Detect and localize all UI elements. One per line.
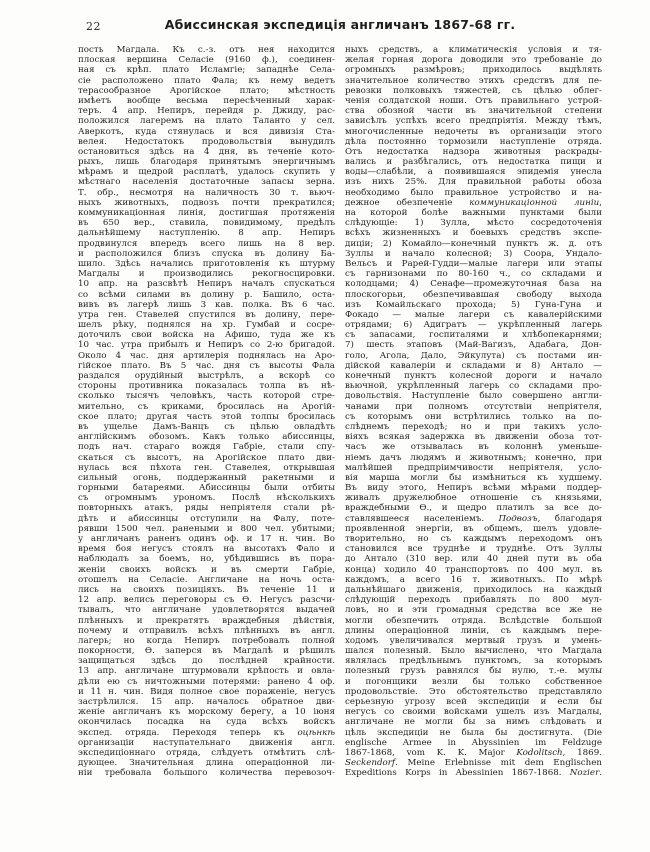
text-line: плоскогорьи, обезпечивавшая свободу выхода [345,289,602,300]
text-line: и погонщики везли бы только собственное [345,676,602,687]
text-line: продовольствіе. Это обстоятельство представляло [345,686,602,697]
text-line: женіи своихъ войскъ и въ смерти Габріе, [78,564,335,575]
text-line: являлась предѣльнымъ пунктомъ, за которымъ [345,656,602,667]
text-line: покорности, Ѳ. заперся въ Магдалѣ и рѣшилъ [78,646,335,657]
text-line: шался полезный. Было вычислено, что Магдала [345,646,602,657]
text-line: изъ нихъ 25%. Для правильной работы обоза [345,177,602,188]
text-line: велея. Недостатокъ продовольствія вынудилъ [78,136,335,147]
text-line: подъ нач. стараго вождя Габріе, стали спу- [78,442,335,453]
text-line: ченія солдатской ноши. Отъ правильнаго устрой- [345,95,602,106]
text-line: ходомъ увеличивался мертвый грузъ и умень- [345,635,602,646]
text-line: горными батареями. Абиссинцы были отбиты [78,483,335,494]
text-line: мительно, съ криками, бросилась на Арогій- [78,401,335,412]
text-line: терасообразное Арогійское плато; мѣстность [78,85,335,96]
text-line: ніемъ дачъ людямъ и животнымъ; конечно, при [345,452,602,463]
text-line: шелъ рѣку, поднялся на хр. Гумбай и сосре- [78,320,335,331]
text-line: диціи; 2) Комайло—конечный пунктъ ж. д. отъ [345,238,602,249]
text-line: Отъ недостатка надзора животныя раскрады- [345,146,602,157]
text-line: 10 апр. на разсвѣтѣ Непиръ началъ спускаться [78,279,335,290]
text-line: 7) шесть этаповъ (Май-Вагизъ, Адабага, Дон- [345,340,602,351]
text-line: всѣхъ жизненныхъ и боевыхъ средствъ экспе- [345,228,602,239]
text-line: лись на своихъ позиціяхъ. Въ теченіе 11 и [78,584,335,595]
text-column-right [345,45,602,779]
text-line: мѣстнаго населенія достаточные запасы зерна. [78,177,335,188]
text-line: полезный грузъ равнялся бы нулю, т.-е. мулы [345,666,602,677]
text-line: дѣли ею съ ничтожными потерями: ранено 4 оф. [78,676,335,687]
text-line: отрядами; 6) Адигратъ — укрѣпленный лагерь [345,320,602,331]
text-line: Въ виду этого, Непиръ всѣми мѣрами поддер- [345,483,602,494]
text-line: нулась вся пѣхота ген. Ставелея, открывшая [78,462,335,473]
text-line: слѣднемъ переходѣ; но и при такихъ усло- [345,421,602,432]
text-line: съ которымъ они встрѣтились только на по- [345,411,602,422]
text-line: вались и разбѣгались, отъ недостатка пищи и [345,157,602,168]
text-line: дальнѣйшему наступленію. 8 апр. Непиръ [78,228,335,239]
text-line: ставлявшееся населеніемъ. Подвозъ, благодаря [345,513,602,524]
text-line: остановиться здѣсь на 4 дня, въ теченіе кото- [78,146,335,157]
text-line: на которой болѣе важными пунктами были [345,208,602,218]
text-line: конца) ходило 40 транспортовъ по 400 мул. въ [345,564,602,575]
text-line: колодцами; 4) Сенафе—промежуточная база на [345,279,602,290]
text-line: englische Armee in Abyssinien im Feldzuge [345,737,602,748]
text-columns [78,45,602,779]
text-line: мѣрамъ и щедрой расплатѣ, удалось скупить у [78,167,335,178]
text-line: Expeditions Korps in Abessinien 1867-1868. Nozier. [345,768,602,779]
text-line: въ ущелье Дамъ-Ванцъ съ цѣлью овладѣть [78,421,335,432]
text-line: Seckendorf. Meine Erlebnisse mit dem Englischen [345,758,602,769]
text-line: цѣль экспедиціи не была бы достигнута. (Die [345,727,602,738]
text-line: имѣетъ вообще весьма пересѣченный харак- [78,95,335,106]
text-line: віяхъ всякая задержка въ движеніи обоза тот- [345,432,602,443]
text-line: Магдалы и производились рекогносцировки. [78,269,335,280]
text-line: почему и отправилъ всѣхъ плѣнныхъ въ англ. [78,625,335,636]
text-line: экспедиціоннаго отряда, слѣдуетъ отмѣтить слѣ- [78,747,335,758]
text-line: вьючной, укрѣпленный лагерь со складами про- [345,381,602,392]
text-line: плѣнныхъ и прекратятъ враждебныя дѣйствія, [78,615,335,626]
text-line: вивъ въ лагерѣ лишь 3 кав. полка. Въ 6 час. [78,299,335,310]
text-line: Т. обр., несмотря на наличность 30 т. вьюч- [78,187,335,198]
text-line: стороны противника показалась толпа въ нѣ- [78,381,335,392]
text-line: съ запасами, госпиталями и хлѣбопекарнями; [345,330,602,341]
text-line: слѣдующій переходъ прибавлять по 800 мул- [345,595,602,606]
text-line: Аверкотъ, куда стянулась и вся дивизія Ста- [78,126,335,137]
article-title: Абиссинская экспедиція англичанъ 1867-68 гг. [164,17,516,32]
text-line: Около 4 час. дня артилерія поднялась на Аро- [78,350,335,361]
text-line: часъ же отзывалась въ колоннѣ уменьше- [345,442,602,453]
text-line: Вельсъ и Рарей-Гудди—малые лагери или этапы [345,258,602,269]
text-line: раздался орудійный выстрѣлъ, а вскорѣ со [78,371,335,381]
text-line: защищаться здѣсь до послѣдней крайности. [78,656,335,667]
text-line: воды—слабѣли, а появившаяся эпидемія унесла [345,167,602,178]
text-line: съ гарнизонами по 80-160 ч., со складами и [345,269,602,280]
text-line: и расположился близъ спуска въ долину Ба- [78,248,335,259]
text-line: желая горная дорога доводили это требованіе до [345,55,602,66]
text-line: малѣйшей предпріимчивости непріятеля, усло- [345,462,602,473]
text-line: повторныхъ атакъ, ряды непріятеля стали рѣ- [78,503,335,514]
text-line: коммуникаціонная линія, достигшая протяженія [78,208,335,218]
text-line: Фокадо — малые лагери съ кавалерійскими [345,309,602,320]
page-number: 22 [86,20,101,33]
text-line: въ 650 вер., ставила, повидимому, предѣлъ [78,218,335,229]
text-line: отошелъ на Селасіе. Англичане на ночь оста- [78,574,335,585]
text-line: слѣдующіе: 1) Зулла, мѣсто сосредоточенія [345,218,602,229]
text-line: англичане не могли бы за нимъ слѣдовать и [345,717,602,728]
text-line: застрѣлился. 15 апр. началось обратное дви- [78,697,335,707]
text-line: время боя негусъ стоялъ на высотахъ Фало и [78,544,335,555]
text-line: ревозки полковыхъ тяжестей, съ цѣлью облег- [345,85,602,96]
text-line: продвинулся впередъ всего лишь на 8 вер. [78,238,335,249]
text-line: становился все труднѣе и труднѣе. Отъ Зуллы [345,544,602,555]
text-line: голо, Агола, Дало, Эйкулута) съ постами ин- [345,350,602,361]
text-line: теръ. 4 апр. Непиръ, перейдя р. Джиду, рас- [78,106,335,117]
text-line: ная съ крѣп. плато Исламгіе; западнѣе Села- [78,65,335,76]
text-line: довольствія. Наступленіе было совершено англи- [345,391,602,402]
text-line: ныхъ средствъ, а климатическія условія и тя- [345,45,602,55]
text-line: утра ген. Ставелей спустился въ долину, пере- [78,309,335,320]
text-line: ніи требовала большого количества перевозоч- [78,768,335,779]
text-line: лагерь; но когда Непиръ потребовалъ полной [78,635,335,646]
text-line: изъ Комайльскаго прохода; 5) Гуна-Гуна и [345,299,602,310]
text-line: многочисленные недочеты въ организаціи этого [345,126,602,137]
text-line: враждебными Ѳ., и щедро платилъ за все до- [345,503,602,514]
text-line: ское плато; другая часть этой толпы бросилась [78,411,335,422]
text-line: съ огромнымъ урономъ. Послѣ нѣсколькихъ [78,493,335,504]
text-line: англійскимъ обозомъ. Какъ только абиссинцы, [78,432,335,443]
text-line: проявленной энергіи, въ общемъ, шелъ удовле- [345,523,602,534]
text-line: необходимо было правильное устройство и на- [345,187,602,198]
text-line: рыхъ, лишь благодаря принятымъ энергичнымъ [78,157,335,168]
text-line: положился лагеремъ на плато Таланто у сел. [78,116,335,127]
text-line: шило. Здѣсь начались приготовленія къ штурму [78,258,335,269]
text-line: 1867-1868, vom K. K. Major Kodolitsch, 1869. [345,747,602,758]
text-line: доточилъ свои войска на Афишо, туда же къ [78,330,335,341]
text-line: творительно, но съ каждымъ переходомъ онъ [345,534,602,544]
text-line: вія марша могли бы измѣниться къ худшему. [345,472,602,483]
text-line: негусъ со своими войсками ушелъ изъ Магдалы, [345,707,602,718]
text-line: рявши 1500 чел. ранеными и 800 чел. убитыми; [78,523,335,534]
text-line: дующее. Значительная длина операціонной ли- [78,758,335,769]
text-line: скаться съ высотъ, на Арогійское плато дви- [78,452,335,463]
text-line: и 11 н. чин. Видя полное свое пораженіе, негусъ [78,686,335,697]
text-line: наблюдалъ за боемъ, но, убѣдившись въ пора- [78,554,335,565]
text-line: живалъ дружелюбное отношеніе съ князьями, [345,493,602,504]
text-line: дійской кавалеріи и складами и 8) Антало — [345,360,602,371]
text-line: дѣть и абиссинцы отступили на Фалу, поте- [78,513,335,524]
text-line: ства обозной части въ значительной степени [345,106,602,117]
text-line: ныхъ животныхъ, подвозъ почти прекратился; [78,197,335,208]
text-line: тывалъ, что англичане удовлетворятся выдачей [78,605,335,616]
text-line: пость Магдала. Къ с.-з. отъ нея находится [78,45,335,55]
text-line: чанами при полномъ отсутствіи непріятеля, [345,401,602,412]
text-line: ловъ, но и эти громадныя средства все же не [345,605,602,616]
text-line: дежное обезпеченіе коммуникаціонной линіи, [345,197,602,208]
text-line: организаціи наступательнаго движенія англ. [78,737,335,748]
text-line: 13 апр. англичане штурмовали крѣпость и овла- [78,666,335,677]
text-line: сколько тысячъ человѣкъ, часть которой стре- [78,391,335,402]
text-line: сильный огонь, поддержанный ракетными и [78,472,335,483]
text-line: длины операціонной линіи, съ каждымъ пере- [345,625,602,636]
text-line: 10 час. утра прибылъ и Непиръ со 2-ю бригадой. [78,340,335,351]
text-line: со всѣми силами въ долину р. Башило, оста- [78,289,335,300]
text-line: зависѣлъ успѣхъ всего предпріятія. Между тѣмъ, [345,116,602,127]
page-header [78,17,602,37]
text-line: экспед. отряда. Переходя теперь къ оцѣнкѣ [78,727,335,738]
text-line: огромныхъ размѣровъ; приходилось выдѣлять [345,65,602,76]
text-line: могли обезпечить отряда. Вслѣдствіе большой [345,615,602,626]
text-line: женіе англичанъ къ морскому берегу, а 10 іюня [78,707,335,718]
text-line: окончилась посадка на суда всѣхъ войскъ [78,717,335,728]
text-line: значительное количество этихъ средствъ для пе- [345,75,602,86]
text-column-left [78,45,335,779]
text-line: 12 апр. велись переговоры съ Ѳ. Негусъ разсчи- [78,595,335,606]
text-line: дѣла постоянно тормозили наступленіе отряда. [345,136,602,147]
text-line: серьезную угрозу всей экспедиціи и если бы [345,697,602,707]
text-line: до Антало (310 вер. или 40 дней пути въ оба [345,554,602,565]
text-line: сіе расположено плато Фала; къ нему ведетъ [78,75,335,86]
text-line: каждомъ, а всего 16 т. животныхъ. По мѣрѣ [345,574,602,585]
text-line: конечный пунктъ колесной дороги и начало [345,371,602,381]
text-line: плоская вершина Селасіе (9160 ф.), соединен- [78,55,335,66]
text-line: гійское плато. Въ 5 час. дня съ высоты Фала [78,360,335,371]
text-line: Зуллы и начало колесной; 3) Соора, Ундало- [345,248,602,259]
text-line: у англичанъ раненъ одинъ оф. и 17 н. чин. Во [78,534,335,544]
text-line: дальнѣйшаго движенія, приходилось на каждый [345,584,602,595]
